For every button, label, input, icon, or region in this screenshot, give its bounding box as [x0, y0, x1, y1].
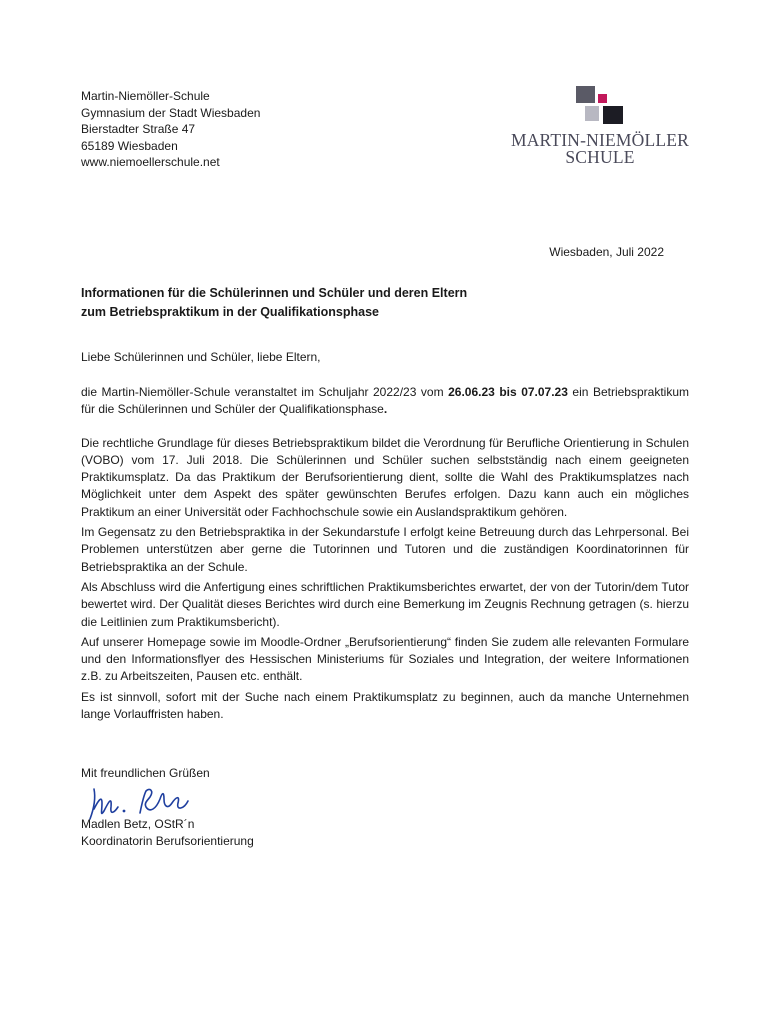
- dates-end: .: [383, 402, 388, 417]
- paragraph-dates: [81, 384, 689, 419]
- dates-intro: die Martin-Niemöller-Schule veranstaltet im Schuljahr 2022/23 vom: [81, 385, 449, 399]
- subject-line2: zum Betriebspraktikum in der Qualifikationsphase: [81, 305, 379, 319]
- paragraph-homepage: Auf unserer Homepage sowie im Moodle-Ordner „Berufsorientierung“ finden Sie zudem alle relevanten Formulare und den Informationsflyer des Hessischen Ministeriums für Soziales und Integration, der weitere Informationen z.B. zu Arbeitszeiten, Pausen etc. enthält.: [81, 634, 689, 684]
- school-type: Gymnasium der Stadt Wiesbaden: [81, 105, 261, 120]
- school-name: Martin-Niemöller-Schule: [81, 89, 210, 103]
- date-to: 07.07.23: [521, 385, 568, 399]
- dates-outro: ein Betriebspraktikum für die Schülerinnen und Schüler der Qualifikationsphase: [81, 385, 689, 417]
- street: Bierstadter Straße 47: [81, 122, 196, 137]
- signer: [81, 816, 254, 850]
- paragraph-supervision: Im Gegensatz zu den Betriebspraktika in der Sekundarstufe I erfolgt keine Betreuung durch das Lehrpersonal. Bei Problemen unterstützen aber gerne die Tutorinnen und Tutoren und die zuständigen Koordinatorinnen für Betriebspraktika an der Schule.: [81, 525, 689, 574]
- logo-square-dark: [576, 86, 595, 103]
- sender-address: [81, 88, 260, 171]
- website: www.niemoellerschule.net: [81, 155, 220, 170]
- letter-body: [81, 384, 689, 723]
- paragraph-report: Als Abschluss wird die Anfertigung eines schriftlichen Praktikumsberichtes erwartet, der von der Tutorin/dem Tutor bewertet wird. Der Qualität dieses Berichtes wird durch eine Bemerkung im Zeugnis Rechnung getragen (s. hierzu die Leitlinien zum Praktikumsbericht).: [81, 579, 689, 629]
- postal-city: 65189 Wiesbaden: [81, 138, 178, 153]
- signer-name: Madlen Betz, OStR´n: [81, 817, 195, 831]
- letter-subject: [81, 284, 467, 322]
- logo-square-light: [585, 106, 599, 121]
- logo-square-magenta: [598, 94, 607, 103]
- date-bis: bis: [499, 385, 517, 399]
- subject-line1: Informationen für die Schülerinnen und Schüler und deren Eltern: [81, 286, 468, 300]
- date-from: 26.06.23: [448, 385, 495, 399]
- logo-name-line2: SCHULE: [565, 147, 635, 167]
- logo-square-black: [603, 106, 623, 124]
- school-logo: [505, 86, 695, 170]
- signer-role: Koordinatorin Berufsorientierung: [81, 834, 254, 848]
- closing: Mit freundlichen Grüßen: [81, 766, 210, 780]
- paragraph-search: Es ist sinnvoll, sofort mit der Suche nach einem Praktikumsplatz zu beginnen, auch da manche Unternehmen lange Vorlauffristen haben.: [81, 689, 689, 722]
- logo-name-line1: MARTIN-NIEMÖLLER: [510, 130, 690, 150]
- paragraph-legal-basis: Die rechtliche Grundlage für dieses Betriebspraktikum bildet die Verordnung für Berufliche Orientierung in Schulen (VOBO) vom 17. Juli 2018. Die Schülerinnen und Schüler suchen selbstständig nach einem geeigneten Praktikumsplatz. Da das Praktikum der Berufsorientierung dient, sollte die Wahl des Praktikumsplatzes nach Möglichkeit unter dem Aspekt des später gewünschten Berufes erfolgen. Dazu kann auch ein mögliches Praktikum an einer Universität oder Fachhochschule sowie ein Auslandspraktikum gehören.: [81, 435, 689, 519]
- letter-date: Wiesbaden, Juli 2022: [549, 245, 664, 259]
- salutation: Liebe Schülerinnen und Schüler, liebe Eltern,: [81, 350, 321, 364]
